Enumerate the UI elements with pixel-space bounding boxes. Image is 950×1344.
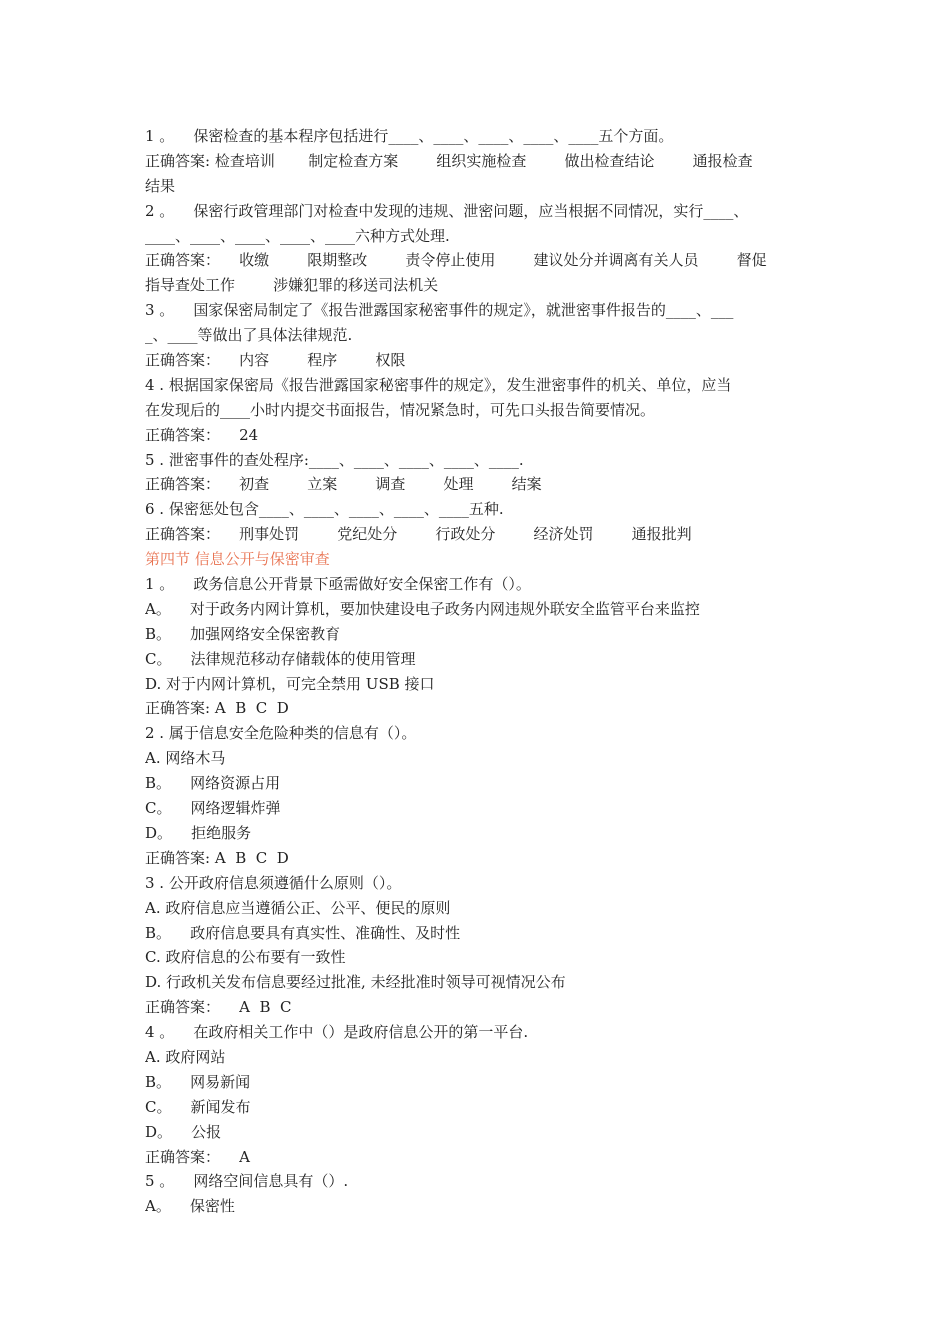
text-line: _、____等做出了具体法律规范. xyxy=(145,326,353,345)
text-line: B。 加强网络安全保密教育 xyxy=(145,624,341,643)
text-line: D. 对于内网计算机，可完全禁用 USB 接口 xyxy=(145,674,435,693)
text-line: 正确答案： A B C xyxy=(145,998,292,1017)
text-line: B。 政府信息要具有真实性、准确性、及时性 xyxy=(145,923,461,942)
text-line: A. 网络木马 xyxy=(145,749,226,768)
text-line: 正确答案: 检查培训 制定检查方案 组织实施检查 做出检查结论 通报检查 xyxy=(145,151,753,170)
text-line: B。 网络资源占用 xyxy=(145,774,281,793)
text-line: 正确答案： A xyxy=(145,1147,250,1166)
text-line: A。 保密性 xyxy=(145,1197,235,1216)
section-heading: 第四节 信息公开与保密审查 xyxy=(145,550,330,569)
text-line: 正确答案： 收缴 限期整改 责令停止使用 建议处分并调离有关人员 督促 xyxy=(145,251,767,270)
text-line: A. 政府信息应当遵循公正、公平、便民的原则 xyxy=(145,898,451,917)
text-line: ____、____、____、____、____六种方式处理. xyxy=(145,226,450,245)
text-line: 6 . 保密惩处包含____、____、____、____、____五种. xyxy=(145,500,504,519)
text-line: 3 。 国家保密局制定了《报告泄露国家秘密事件的规定》，就泄密事件报告的____、___ xyxy=(145,301,734,320)
text-line: 2 . 属于信息安全危险种类的信息有（）。 xyxy=(145,724,417,743)
text-line: 在发现后的____小时内提交书面报告，情况紧急时，可先口头报告简要情况。 xyxy=(145,400,656,419)
text-line: 指导查处工作 涉嫌犯罪的移送司法机关 xyxy=(145,276,439,295)
document-body xyxy=(145,124,815,1219)
text-line: 3 . 公开政府信息须遵循什么原则（）。 xyxy=(145,873,402,892)
text-line: 正确答案： 初查 立案 调查 处理 结案 xyxy=(145,475,542,494)
text-line: 正确答案： 内容 程序 权限 xyxy=(145,351,406,370)
text-line: 正确答案: A B C D xyxy=(145,699,289,718)
text-line: 结果 xyxy=(145,176,176,195)
text-line: 正确答案: A B C D xyxy=(145,848,289,867)
text-line: 正确答案： 刑事处罚 党纪处分 行政处分 经济处罚 通报批判 xyxy=(145,525,692,544)
text-line: 5 。 网络空间信息具有（）. xyxy=(145,1172,349,1191)
text-line: A. 政府网站 xyxy=(145,1047,226,1066)
text-line: C。 法律规范移动存储载体的使用管理 xyxy=(145,649,416,668)
text-line: 1 。 政务信息公开背景下亟需做好安全保密工作有（）。 xyxy=(145,575,531,594)
text-line: 2 。 保密行政管理部门对检查中发现的违规、泄密问题，应当根据不同情况，实行____、 xyxy=(145,201,749,220)
text-line: D。 拒绝服务 xyxy=(145,823,252,842)
text-line: C。 新闻发布 xyxy=(145,1097,251,1116)
text-line: 4 . 根据国家保密局《报告泄露国家秘密事件的规定》，发生泄密事件的机关、单位，应当 xyxy=(145,375,732,394)
text-line: 5 . 泄密事件的查处程序:____、____、____、____、____. xyxy=(145,450,524,469)
text-line: 4 。 在政府相关工作中（）是政府信息公开的第一平台. xyxy=(145,1023,529,1042)
text-line: 正确答案： 24 xyxy=(145,425,259,444)
text-line: C. 政府信息的公布要有一致性 xyxy=(145,948,346,967)
text-line: B。 网易新闻 xyxy=(145,1072,251,1091)
text-line: 1 。 保密检查的基本程序包括进行____、____、____、____、____五个方面。 xyxy=(145,127,674,145)
text-line: D. 行政机关发布信息要经过批准, 未经批准时领导可视情况公布 xyxy=(145,973,566,992)
text-line: A。 对于政务内网计算机，要加快建设电子政务内网违规外联安全监管平台来监控 xyxy=(145,599,700,618)
text-line: D。 公报 xyxy=(145,1122,222,1141)
text-line: C。 网络逻辑炸弹 xyxy=(145,799,281,818)
